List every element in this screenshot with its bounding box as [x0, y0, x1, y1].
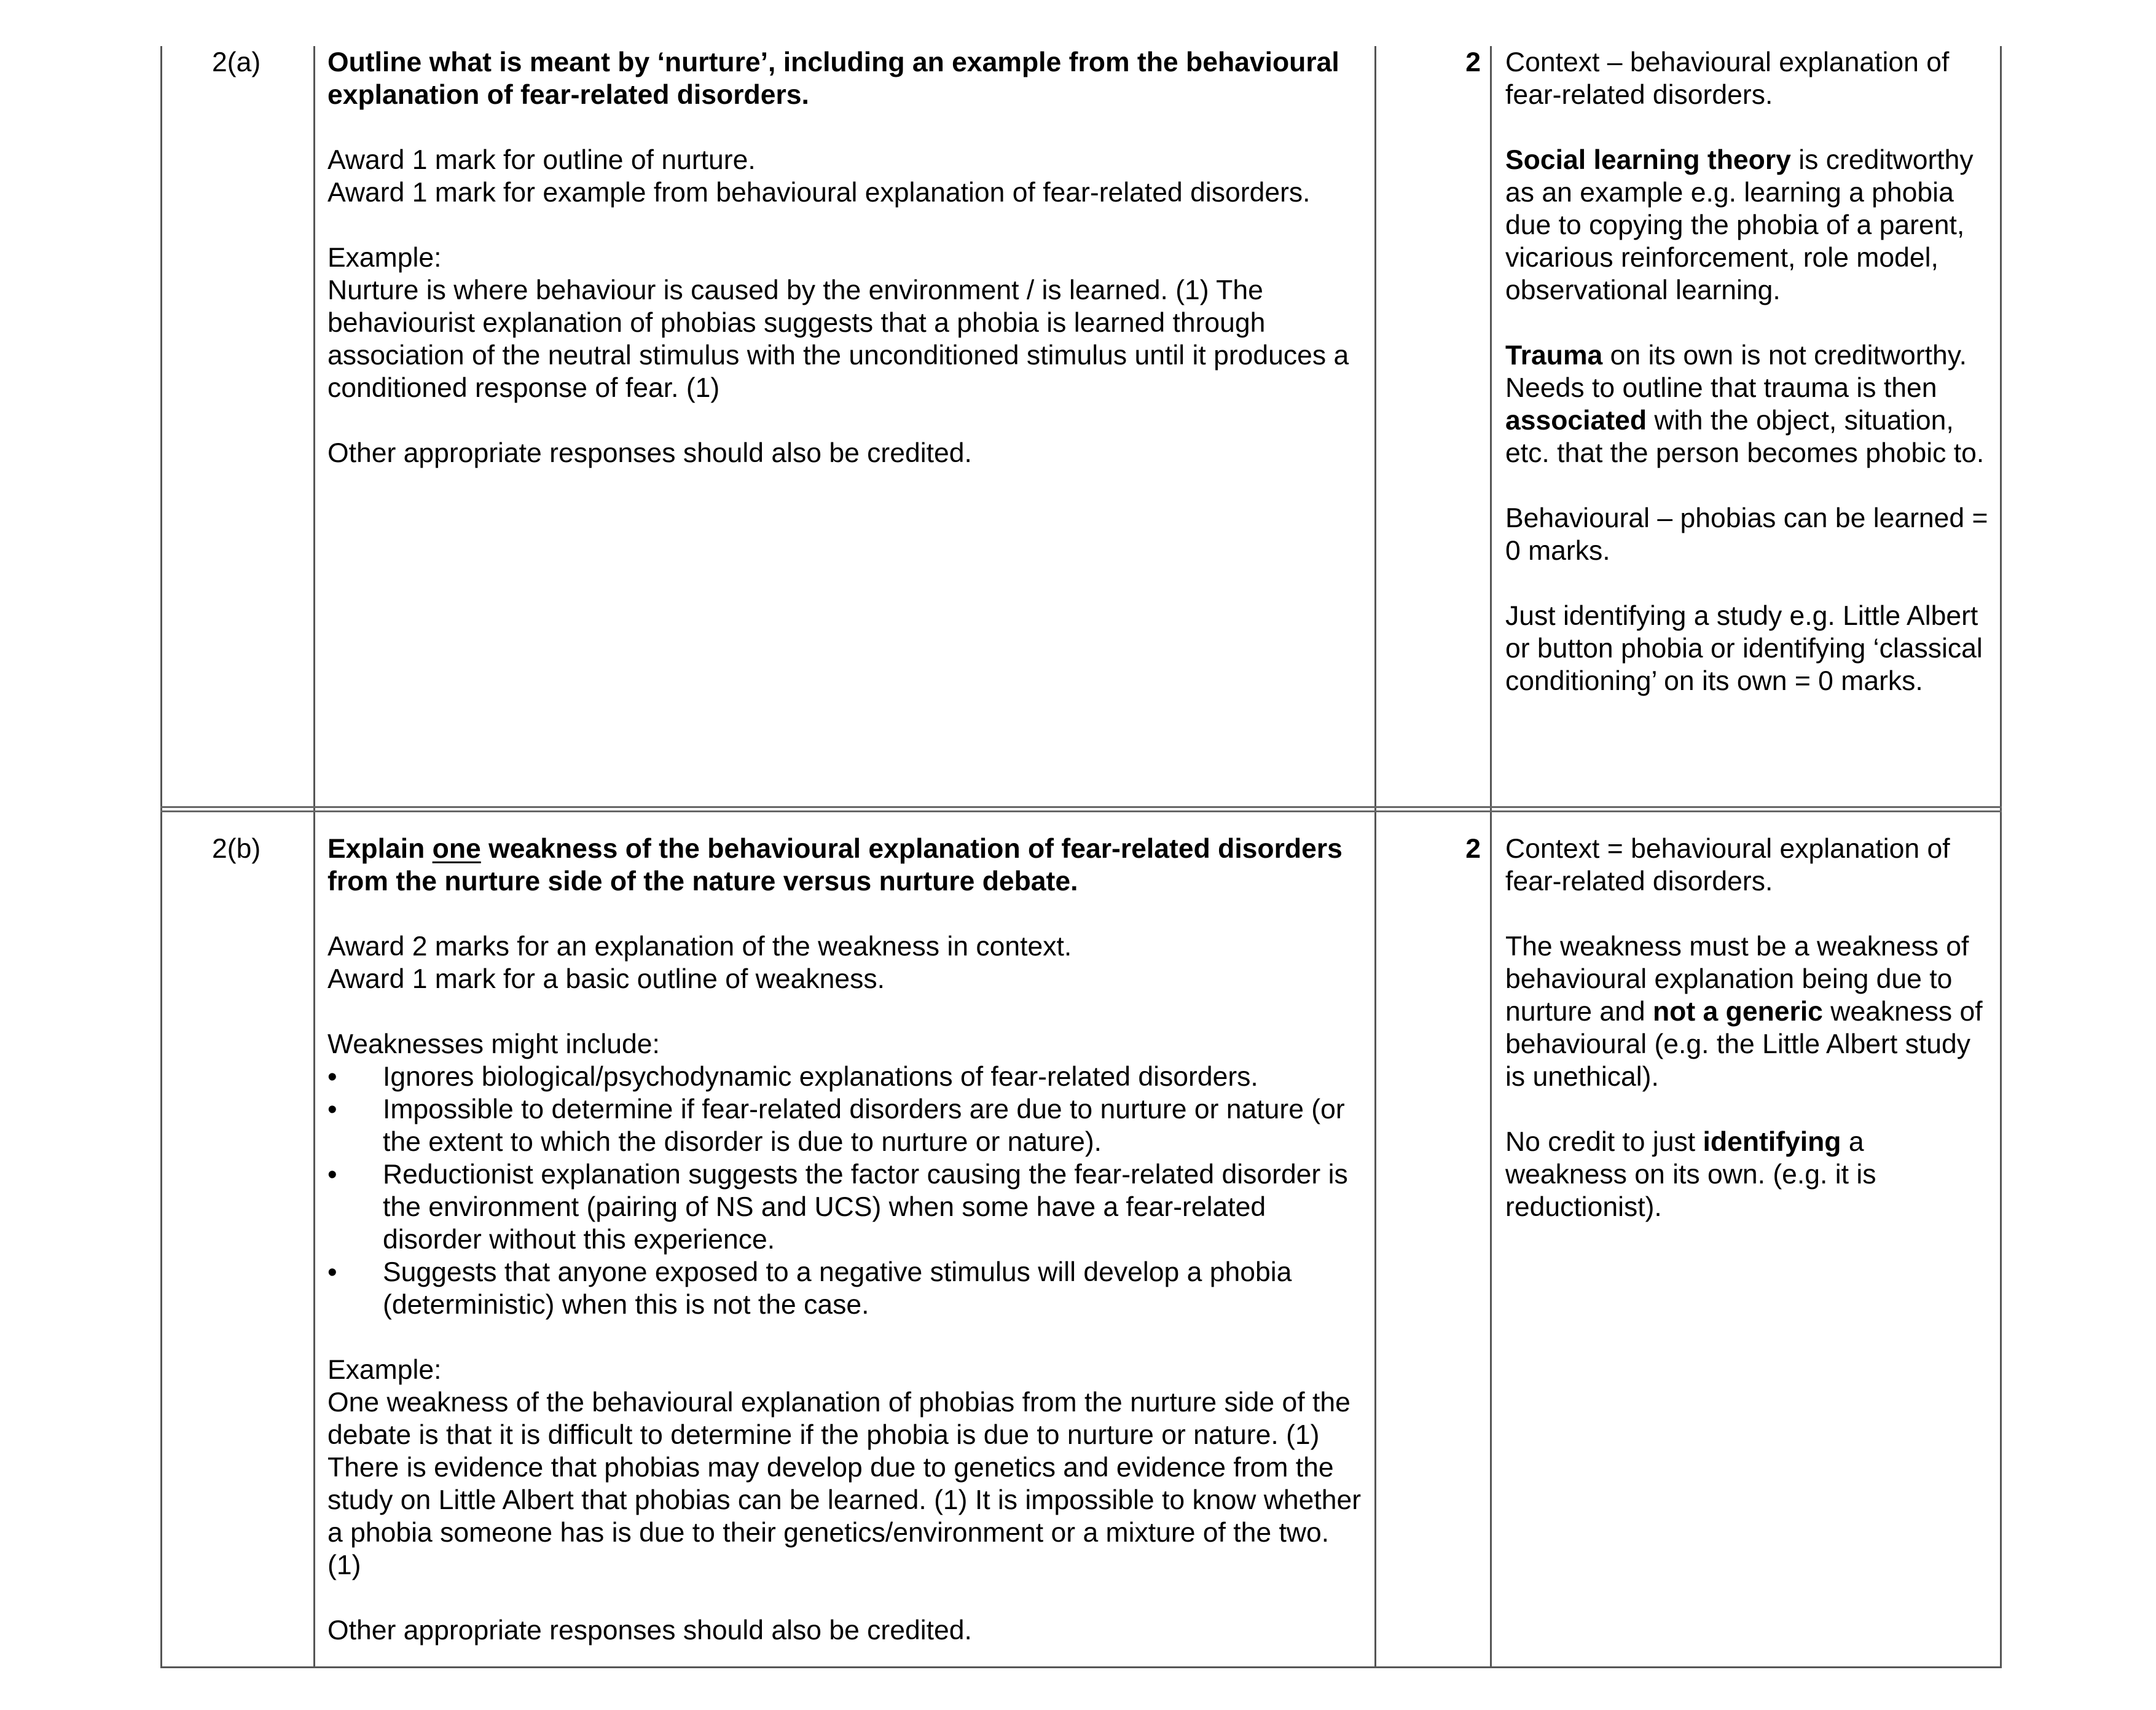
list-item: • Ignores biological/psychodynamic explanations of fear-related disorders. [327, 1061, 1366, 1093]
list-item: • Impossible to determine if fear-related disorders are due to nurture or nature (or the extent to which the disorder is due to nurture or nature). [327, 1093, 1366, 1158]
other-responses-note: Other appropriate responses should also be credited. [327, 1615, 972, 1645]
answer-cell-2b [327, 833, 1366, 1647]
table-border-right [2000, 46, 2002, 1668]
table-border-col3 [1490, 46, 1492, 1668]
table-border-bottom [160, 1666, 2002, 1668]
award-line: Award 2 marks for an explanation of the weakness in context. [327, 931, 1072, 962]
guidance-identify: Just identifying a study e.g. Little Albert or button phobia or identifying ‘classical conditioning’ on its own = 0 marks. [1505, 601, 1983, 696]
marks-2a: 2 [1465, 47, 1481, 77]
question-number-2b: 2(b) [212, 834, 261, 864]
award-line: Award 1 mark for example from behavioural explanation of fear-related disorders. [327, 178, 1311, 208]
table-border-left [160, 46, 162, 1668]
list-item: • Suggests that anyone exposed to a negative stimulus will develop a phobia (deterministic) when this is not the case. [327, 1256, 1366, 1321]
row-divider [160, 806, 2002, 812]
guidance-behavioural: Behavioural – phobias can be learned = 0 marks. [1505, 503, 1988, 566]
guidance-context-2b: Context = behavioural explanation of fear-related disorders. [1505, 834, 1950, 896]
guidance-no-credit: No credit to just identifying a weakness on its own. (e.g. it is reductionist). [1505, 1127, 1876, 1222]
award-line: Award 1 mark for a basic outline of weakness. [327, 964, 885, 994]
guidance-context-2a: Context – behavioural explanation of fear-related disorders. [1505, 47, 1950, 110]
guidance-trauma: Trauma on its own is not creditworthy. Needs to outline that trauma is then associated with the object, situation, etc. that the person becomes phobic to. [1505, 340, 1985, 468]
guidance-cell-2b [1505, 833, 1991, 1223]
award-line: Award 1 mark for outline of nurture. [327, 145, 756, 175]
question-number-2a: 2(a) [212, 47, 261, 77]
marks-2b: 2 [1465, 834, 1481, 864]
question-text-2b: Explain one weakness of the behavioural explanation of fear-related disorders from the nurture side of the nature versus nurture debate. [327, 834, 1343, 896]
table-border-col1 [313, 46, 315, 1668]
weaknesses-list [327, 1061, 1366, 1321]
guidance-slt: Social learning theory is creditworthy as an example e.g. learning a phobia due to copying the phobia of a parent, vicarious reinforcement, role model, observational learning. [1505, 145, 1974, 305]
other-responses-note: Other appropriate responses should also be credited. [327, 438, 972, 468]
example-label: Example: [327, 243, 442, 273]
example-label: Example: [327, 1355, 442, 1385]
question-text-2a: Outline what is meant by ‘nurture’, including an example from the behavioural explanation of fear-related disorders. [327, 47, 1339, 110]
table-border-col2 [1374, 46, 1376, 1668]
answer-cell-2a [327, 46, 1366, 469]
example-text-2a: Nurture is where behaviour is caused by the environment / is learned. (1) The behaviourist explanation of phobias suggests that a phobia is learned through association of the neutral stimulus with the unconditioned stimulus until it produces a conditioned response of fear. (1) [327, 275, 1349, 403]
example-text-2b: One weakness of the behavioural explanation of phobias from the nurture side of the debate is that it is difficult to determine if the phobia is due to nurture or nature. (1) There is evidence that phobias may develop due to genetics and evidence from the study on Little Albert that phobias can be learned. (1) It is impossible to know whether a phobia someone has is due to their genetics/environment or a mixture of the two. (1) [327, 1387, 1362, 1580]
list-item: • Reductionist explanation suggests the factor causing the fear-related disorder is the environment (pairing of NS and UCS) when some have a fear-related disorder without this experience. [327, 1158, 1366, 1256]
guidance-cell-2a [1505, 46, 1991, 697]
guidance-weakness: The weakness must be a weakness of behavioural explanation being due to nurture and not a generic weakness of behavioural (e.g. the Little Albert study is unethical). [1505, 931, 1983, 1092]
weaknesses-label: Weaknesses might include: [327, 1029, 660, 1059]
